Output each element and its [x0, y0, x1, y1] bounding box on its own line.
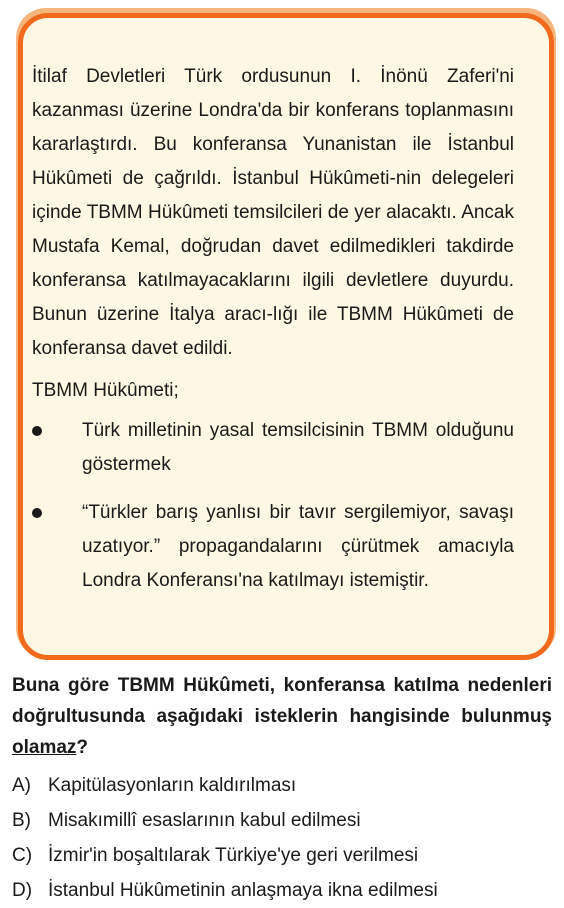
answer-option-a[interactable] — [12, 768, 552, 803]
bullet-item — [32, 496, 514, 598]
question-mark: ? — [76, 737, 89, 758]
answer-option-d[interactable] — [12, 873, 552, 908]
passage-intro: TBMM Hükûmeti; — [32, 380, 179, 401]
passage-paragraph: İtilaf Devletleri Türk ordusunun I. İnönü Zaferi'ni kazanması üzerine Londra'da bir konferans toplanmasını kararlaştırdı. Bu konferansa Yunanistan ile İstanbul Hükûmeti de çağrıldı. İstanbul Hükûmeti-nin delegeleri içinde TBMM Hükûmeti temsilcileri de yer alacaktı. Ancak Mustafa Kemal, doğrudan davet edilmedikleri takdirde konferansa katılmayacaklarını ilgili devletlere duyurdu. Bunun üzerine İtalya aracı-lığı ile TBMM Hükûmeti de konferansa davet edildi. — [32, 66, 514, 359]
option-text: İstanbul Hükûmetinin anlaşmaya ikna edilmesi — [48, 880, 438, 901]
bullet-icon — [32, 508, 42, 518]
bullet-list — [32, 414, 514, 598]
bullet-text: “Türkler barış yanlısı bir tavır sergilemiyor, savaşı uzatıyor.” propagandalarını çürütmek amacıyla Londra Konferansı'na katılmayı istemiştir. — [82, 502, 514, 591]
answer-options — [12, 768, 552, 908]
option-letter: B) — [12, 810, 31, 831]
option-text: Kapitülasyonların kaldırılması — [48, 775, 297, 796]
question-stem — [12, 670, 552, 763]
option-text: Misakımillî esaslarının kabul edilmesi — [48, 810, 361, 831]
option-text: İzmir'in boşaltılarak Türkiye'ye geri verilmesi — [48, 845, 419, 866]
option-letter: C) — [12, 845, 33, 866]
passage-content — [32, 60, 514, 612]
answer-option-b[interactable] — [12, 803, 552, 838]
question-emphasis: olamaz — [12, 737, 77, 758]
option-letter: D) — [12, 880, 33, 901]
bullet-icon — [32, 426, 42, 436]
answer-option-c[interactable] — [12, 838, 552, 873]
bullet-text: Türk milletinin yasal temsilcisinin TBMM olduğunu göstermek — [82, 420, 514, 475]
bullet-item — [32, 414, 514, 482]
option-letter: A) — [12, 775, 31, 796]
question-text: Buna göre TBMM Hükûmeti, konferansa katılma nedenleri doğrultusunda aşağıdaki isteklerin hangisinde bulunmuş — [12, 675, 552, 727]
